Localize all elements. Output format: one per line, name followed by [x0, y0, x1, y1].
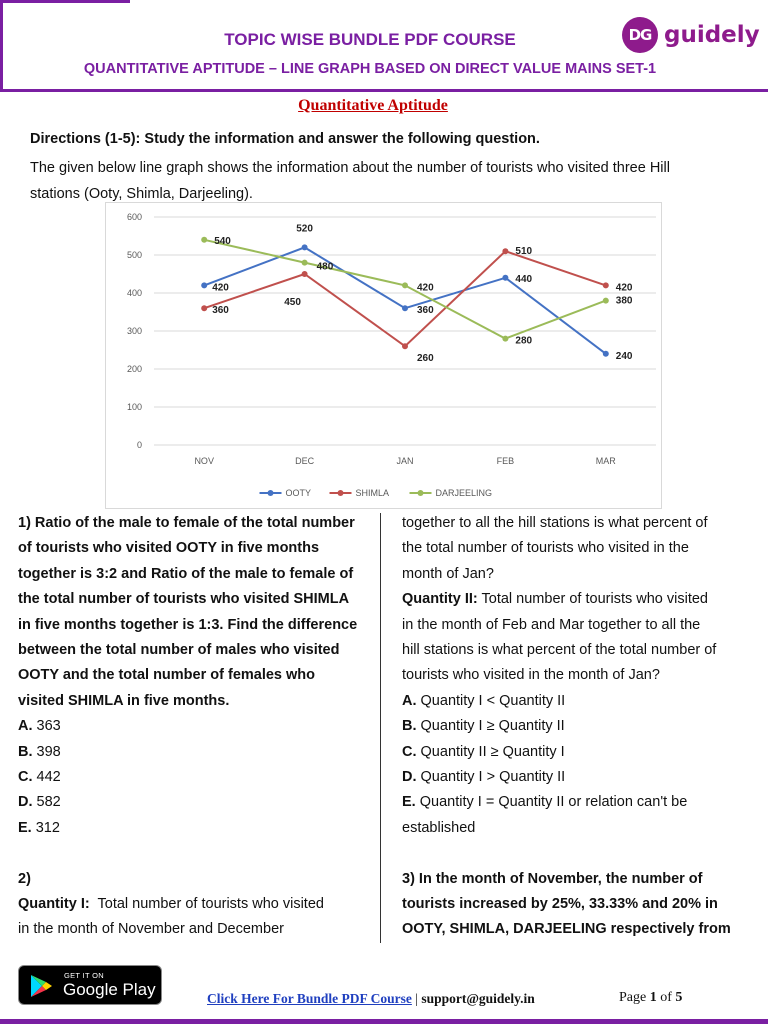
bundle-course-link[interactable]: Click Here For Bundle PDF Course — [207, 991, 412, 1006]
intro-line: The given below line graph shows the information about the number of tourists who visited three Hill — [30, 160, 670, 176]
legend-marker — [418, 490, 424, 496]
q3-line: 3) In the month of November, the number of — [402, 870, 703, 887]
q2-line: together to all the hill stations is what percent of — [402, 515, 708, 531]
data-label: 480 — [316, 261, 334, 273]
y-tick-label: 500 — [126, 250, 142, 260]
x-tick-label: MAR — [595, 456, 616, 466]
data-label: 360 — [417, 305, 434, 317]
directions: Directions (1-5): Study the information and answer the following question. — [30, 131, 540, 147]
y-tick-label: 100 — [126, 402, 142, 412]
data-label: 360 — [212, 305, 229, 317]
spacer — [18, 841, 363, 866]
q1-line: 1) Ratio of the male to female of the total number — [18, 515, 355, 531]
q2-option-e: E. Quantity I = Quantity II or relation can't be — [402, 794, 688, 811]
q2-option-a: A. Quantity I < Quantity II — [402, 692, 566, 709]
data-point — [402, 343, 408, 349]
gplay-big-text: Google Play — [63, 980, 156, 999]
logo-badge: DG — [622, 17, 658, 53]
data-point — [201, 237, 207, 243]
x-tick-label: JAN — [396, 456, 414, 466]
data-point — [502, 336, 508, 342]
q2-line: month of Jan? — [402, 565, 494, 582]
q2-line: the total number of tourists who visited in the — [402, 540, 689, 557]
y-tick-label: 400 — [126, 288, 142, 298]
gplay-small-text: GET IT ON — [64, 971, 104, 980]
data-label: 420 — [615, 282, 633, 294]
y-tick-label: 300 — [126, 326, 142, 336]
footer-divider — [0, 1019, 768, 1024]
q1-line: of tourists who visited OOTY in five months — [18, 540, 320, 557]
y-tick-label: 200 — [126, 364, 142, 374]
x-tick-label: FEB — [496, 456, 515, 466]
q2-line: in the month of Feb and Mar together to all the — [402, 616, 701, 633]
y-tick-label: 600 — [126, 212, 142, 222]
footer-separator: | — [411, 991, 422, 1006]
data-point — [302, 244, 308, 250]
right-column — [402, 511, 747, 943]
data-point — [502, 248, 508, 254]
support-email[interactable]: support@guidely.in — [421, 991, 535, 1006]
q3-text — [402, 867, 747, 943]
q3-line: tourists increased by 25%, 33.33% and 20% in — [402, 896, 718, 913]
left-column — [18, 511, 363, 943]
spacer — [402, 841, 747, 866]
data-point — [502, 275, 508, 281]
section-title: Quantitative Aptitude — [298, 97, 448, 114]
data-label: 420 — [417, 282, 434, 294]
data-point — [603, 298, 609, 304]
q2-line: tourists who visited in the month of Jan? — [402, 667, 660, 684]
q2-option-c: C. Quantity II ≥ Quantity I — [402, 743, 565, 760]
data-label: 380 — [615, 295, 633, 307]
x-tick-label: NOV — [194, 456, 214, 466]
q1-text — [18, 511, 363, 714]
play-store-icon — [28, 974, 54, 998]
data-point — [402, 305, 408, 311]
line-chart — [105, 202, 662, 509]
logo-text: guidely — [664, 22, 760, 48]
q1-line: visited SHIMLA in five months. — [18, 692, 230, 709]
data-point — [402, 282, 408, 288]
header-title: TOPIC WISE BUNDLE PDF COURSE — [224, 30, 516, 49]
q1-line: between the total number of males who visited — [18, 642, 340, 659]
q1-option-a: A. 363 — [18, 718, 61, 735]
data-label: 510 — [515, 246, 533, 258]
q1-line: in five months together is 1:3. Find the difference — [18, 616, 358, 633]
intro-line: stations (Ooty, Shimla, Darjeeling). — [30, 186, 253, 202]
data-point — [603, 351, 609, 357]
q2-option-e-cont: established — [402, 819, 476, 836]
legend-label: OOTY — [285, 488, 312, 498]
header-top-accent — [0, 0, 130, 3]
data-label: 420 — [212, 282, 229, 294]
header-divider — [0, 89, 768, 92]
data-point — [302, 260, 308, 266]
page-number: Page 1 of 5 — [619, 990, 683, 1005]
q1-line: together is 3:2 and Ratio of the male to female of — [18, 565, 354, 582]
data-label: 440 — [515, 273, 533, 285]
q1-line: OOTY and the total number of females who — [18, 667, 316, 684]
intro-text — [30, 155, 730, 207]
y-tick-label: 0 — [136, 440, 142, 450]
column-divider — [380, 513, 381, 943]
data-label: 450 — [284, 297, 301, 308]
data-label: 520 — [296, 223, 313, 235]
q1-option-b: B. 398 — [18, 743, 61, 760]
q1-option-e: E. 312 — [18, 819, 60, 836]
header-subtitle: QUANTITATIVE APTITUDE – LINE GRAPH BASED ON DIRECT VALUE MAINS SET-1 — [83, 61, 657, 77]
series-line-shimla — [204, 251, 606, 346]
q2-number: 2) — [18, 870, 31, 887]
data-label: 240 — [615, 350, 633, 362]
q2-quantity1: Quantity I: Total number of tourists who visited — [18, 896, 324, 913]
q1-line: the total number of tourists who visited SHIMLA — [18, 591, 350, 608]
q1-option-c: C. 442 — [18, 769, 61, 786]
q2-line: hill stations is what percent of the total number of — [402, 642, 717, 659]
data-label: 540 — [214, 235, 231, 247]
data-point — [201, 282, 207, 288]
data-point — [603, 282, 609, 288]
chart-svg — [106, 203, 663, 510]
q2-option-d: D. Quantity I > Quantity II — [402, 769, 566, 786]
q2-quantity2: Quantity II: Total number of tourists who visited — [402, 591, 708, 608]
legend-marker — [338, 490, 344, 496]
q1-option-d: D. 582 — [18, 794, 61, 811]
data-label: 280 — [515, 335, 533, 347]
data-point — [302, 271, 308, 277]
legend-label: DARJEELING — [435, 488, 493, 498]
google-play-button[interactable] — [18, 965, 162, 1005]
x-tick-label: DEC — [295, 456, 315, 466]
data-point — [201, 305, 207, 311]
q3-line: OOTY, SHIMLA, DARJEELING respectively from — [402, 921, 731, 938]
data-label: 260 — [417, 353, 434, 365]
legend-marker — [268, 490, 274, 496]
q2-line: in the month of November and December — [18, 921, 284, 938]
series-line-ooty — [204, 247, 606, 353]
q2-option-b: B. Quantity I ≥ Quantity II — [402, 718, 565, 735]
footer-links — [207, 991, 535, 1007]
guidely-logo[interactable] — [622, 17, 760, 53]
legend-label: SHIMLA — [355, 488, 390, 498]
